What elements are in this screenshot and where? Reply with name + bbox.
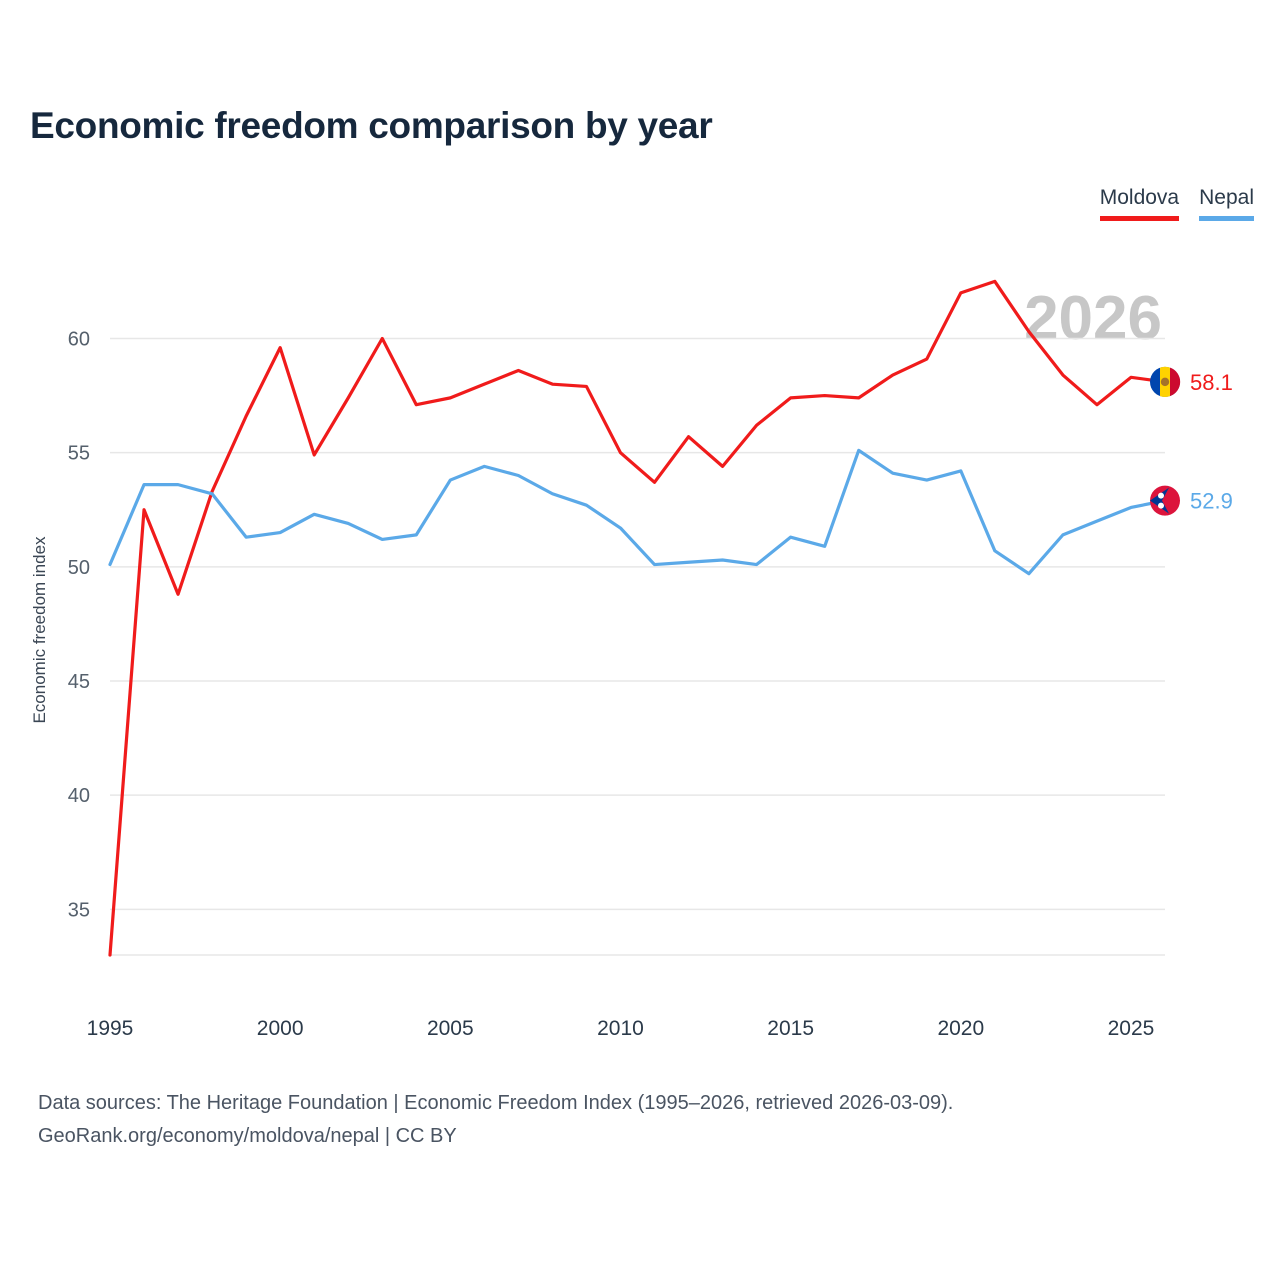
page-title: Economic freedom comparison by year (30, 105, 713, 146)
footer-line-attribution: GeoRank.org/economy/moldova/nepal | CC BY (38, 1125, 457, 1147)
flag-sun-nepal (1158, 503, 1164, 509)
y-tick-label: 40 (67, 785, 90, 808)
legend-item-moldova[interactable]: Moldova (1100, 186, 1179, 221)
x-tick-label: 2005 (426, 1017, 474, 1040)
x-tick-label: 2015 (767, 1017, 815, 1040)
year-watermark: 2026 (1024, 284, 1162, 353)
endpoint-marker-moldova (1150, 367, 1180, 397)
y-tick-label: 35 (67, 899, 90, 922)
x-tick-label: 2020 (937, 1017, 985, 1040)
y-tick-label: 60 (67, 328, 90, 351)
footer-line-sources: Data sources: The Heritage Foundation | Economic Freedom Index (1995–2026, retrieved 2026-03-09). (38, 1092, 954, 1114)
x-tick-label: 2010 (597, 1017, 644, 1040)
legend-item-nepal[interactable]: Nepal (1199, 186, 1254, 221)
x-tick-label: 2000 (256, 1017, 304, 1040)
y-axis-label-text: Economic freedom index (30, 536, 49, 724)
y-tick-label: 55 (67, 442, 90, 465)
flag-moon-nepal (1158, 493, 1164, 499)
flag-emblem-moldova (1161, 378, 1169, 386)
endpoint-label-nepal: 52.9 (1190, 488, 1233, 514)
endpoint-marker-nepal (1150, 486, 1180, 516)
flag-band-red (1170, 368, 1180, 396)
endpoint-label-moldova: 58.1 (1190, 369, 1233, 395)
x-tick-label: 2025 (1107, 1017, 1155, 1040)
chart-footer (38, 1087, 953, 1153)
x-tick-label: 1995 (86, 1017, 134, 1040)
y-tick-label: 50 (67, 556, 90, 579)
y-tick-label: 45 (67, 671, 90, 693)
series-line-moldova[interactable] (110, 281, 1165, 955)
